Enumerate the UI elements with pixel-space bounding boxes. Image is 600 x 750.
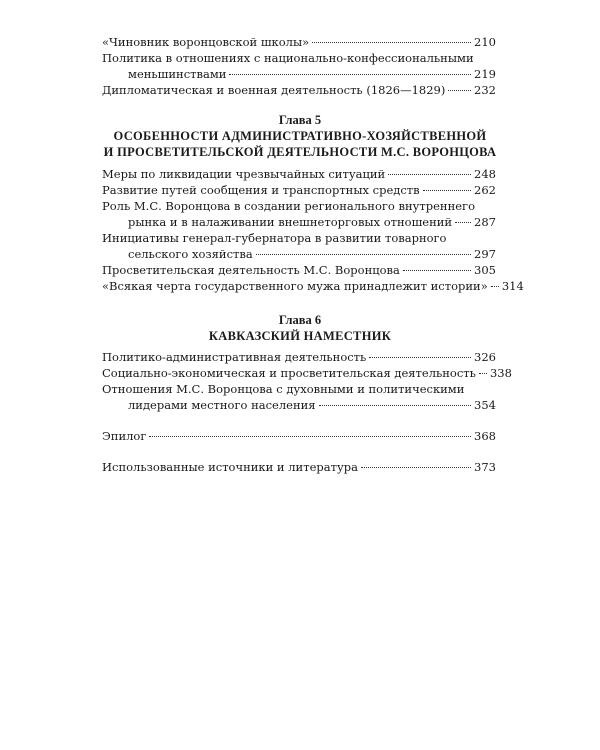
toc-entry [102,182,496,198]
toc-entry [102,349,496,365]
entry-title: Дипломатическая и военная деятельность (1826—1829) [102,83,446,97]
entry-page: 297 [474,247,496,261]
entry-title: «Всякая черта государственного мужа принадлежит истории» [102,279,488,293]
entry-page: 248 [474,167,496,181]
leader-dots [403,270,471,271]
entry-title: Развитие путей сообщения и транспортных средств [102,183,420,197]
entry-title-line2: меньшинствами [128,67,227,81]
leader-dots [319,405,471,406]
chapter-label: Глава 6 [278,313,322,327]
toc-entry [102,198,496,230]
entry-page: 373 [474,460,496,474]
entry-page: 368 [474,429,496,443]
toc-entry [102,50,496,82]
leader-dots [369,357,471,358]
toc-entry [102,230,496,262]
leader-dots [256,254,471,255]
leader-dots [361,467,471,468]
leader-dots [491,286,499,287]
chapter-5-entries [102,166,524,294]
leader-dots [448,90,471,91]
entry-title: Меры по ликвидации чрезвычайных ситуаций [102,167,386,181]
toc-entry [102,262,496,278]
leader-dots [229,74,471,75]
chapter-title-line2: И ПРОСВЕТИТЕЛЬСКОЙ ДЕЯТЕЛЬНОСТИ М.С. ВОРОНЦОВА [103,145,497,159]
toc-entry [102,34,496,50]
chapter-6-heading [0,312,600,344]
chapter-label: Глава 5 [278,113,322,127]
entry-title: «Чиновник воронцовской школы» [102,35,310,49]
entry-page: 232 [474,83,496,97]
entry-page: 314 [501,279,524,293]
leader-dots [388,174,471,175]
chapter-6-entries [102,349,512,413]
entry-page: 210 [474,35,496,49]
toc-entry [102,365,512,381]
entry-title-line1: Роль М.С. Воронцова в создании регионального внутреннего [102,199,475,213]
entry-title-line1: Отношения М.С. Воронцова с духовными и политическими [102,382,465,396]
leader-dots [455,222,471,223]
toc-top-group [102,34,496,98]
entry-title-line2: лидерами местного населения [128,398,316,412]
toc-entry-epilogue [102,428,496,444]
entry-page: 354 [474,398,496,412]
entry-title: Использованные источники и литература [102,460,358,474]
entry-page: 287 [474,215,496,229]
entry-page: 262 [474,183,496,197]
entry-title: Политико-административная деятельность [102,350,367,364]
entry-title: Просветительская деятельность М.С. Воронцова [102,263,400,277]
chapter-title-line1: КАВКАЗСКИЙ НАМЕСТНИК [208,329,392,343]
epilogue-entry-wrap [102,428,496,444]
chapter-title-line1: ОСОБЕННОСТИ АДМИНИСТРАТИВНО-ХОЗЯЙСТВЕННОЙ [113,129,487,143]
entry-title-line2: сельского хозяйства [128,247,253,261]
toc-entry [102,166,496,182]
entry-page: 338 [489,366,512,380]
sources-entry-wrap [102,459,496,475]
entry-page: 326 [474,350,496,364]
entry-page: 219 [474,67,496,81]
toc-entry-sources [102,459,496,475]
leader-dots [423,190,471,191]
entry-title-line1: Политика в отношениях с национально-конфессиональными [102,51,474,65]
toc-entry [102,381,496,413]
toc-entry [102,82,496,98]
chapter-5-heading [0,112,600,160]
entry-title-line2: рынка и в налаживании внешнеторговых отношений [128,215,453,229]
leader-dots [312,42,471,43]
leader-dots [149,436,471,437]
entry-title: Эпилог [102,429,147,443]
leader-dots [479,373,487,374]
entry-page: 305 [474,263,496,277]
entry-title-line1: Инициативы генерал-губернатора в развитии товарного [102,231,447,245]
toc-entry [102,278,524,294]
entry-title: Социально-экономическая и просветительская деятельность [102,366,476,380]
